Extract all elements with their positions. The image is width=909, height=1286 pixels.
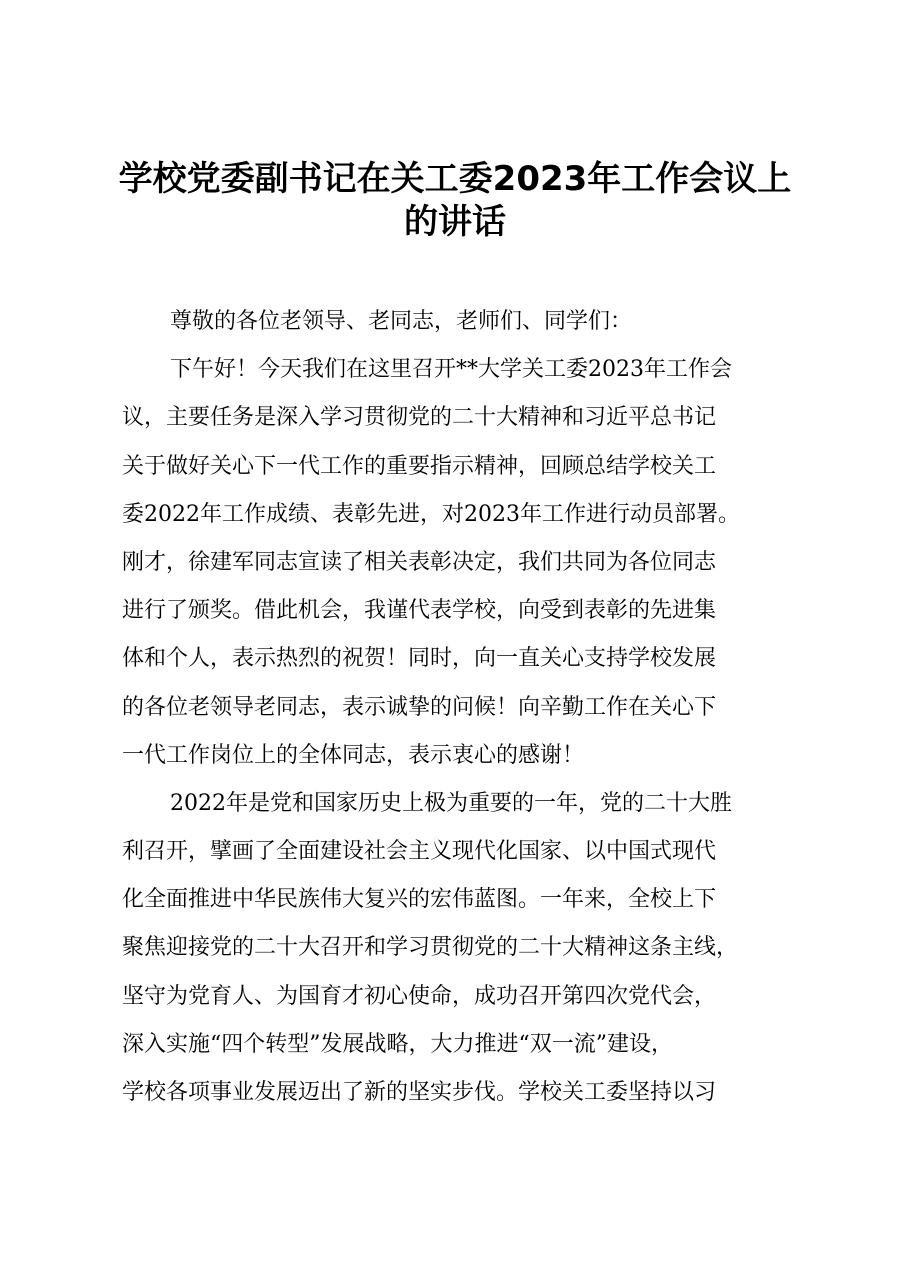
paragraph-line: 深入实施“四个转型”发展战略，大力推进“双一流”建设， <box>122 1031 673 1057</box>
paragraph-line: 刚才，徐建军同志宣读了相关表彰决定，我们共同为各位同志 <box>122 549 717 575</box>
document-title <box>110 158 800 244</box>
title-line: 的讲话 <box>404 202 506 242</box>
paragraph-line: 进行了颁奖。借此机会，我谨代表学校，向受到表彰的先进集 <box>122 598 717 624</box>
paragraph-line: 委2022年工作成绩、表彰先进，对2023年工作进行动员部署。 <box>122 501 740 527</box>
paragraph-line: 坚守为党育人、为国育才初心使命，成功召开第四次党代会， <box>122 983 717 1009</box>
paragraph-line: 体和个人，表示热烈的祝贺！同时，向一直关心支持学校发展 <box>122 646 717 672</box>
paragraph-line: 聚焦迎接党的二十大召开和学习贯彻党的二十大精神这条主线， <box>122 935 739 961</box>
paragraph-line: 关于做好关心下一代工作的重要指示精神，回顾总结学校关工 <box>122 453 717 479</box>
paragraph-line: 学校各项事业发展迈出了新的坚实步伐。学校关工委坚持以习 <box>122 1080 717 1105</box>
paragraph-line: 2022年是党和国家历史上极为重要的一年，党的二十大胜 <box>170 790 732 816</box>
paragraph-line: 利召开，擘画了全面建设社会主义现代化国家、以中国式现代 <box>122 839 717 865</box>
paragraph-line: 的各位老领导老同志，表示诚挚的问候！向辛勤工作在关心下 <box>122 694 717 720</box>
title-line: 学校党委副书记在关工委2023年工作会议上 <box>118 159 792 199</box>
salutation-line: 尊敬的各位老领导、老同志，老师们、同学们： <box>170 309 633 334</box>
paragraph-line: 化全面推进中华民族伟大复兴的宏伟蓝图。一年来，全校上下 <box>122 887 717 913</box>
paragraph-line: 一代工作岗位上的全体同志，表示衷心的感谢！ <box>122 742 585 768</box>
paragraph-line: 议，主要任务是深入学习贯彻党的二十大精神和习近平总书记 <box>122 405 717 431</box>
paragraph-line: 下午好！今天我们在这里召开**大学关工委2023年工作会 <box>170 357 732 383</box>
speech-body <box>122 298 812 1117</box>
